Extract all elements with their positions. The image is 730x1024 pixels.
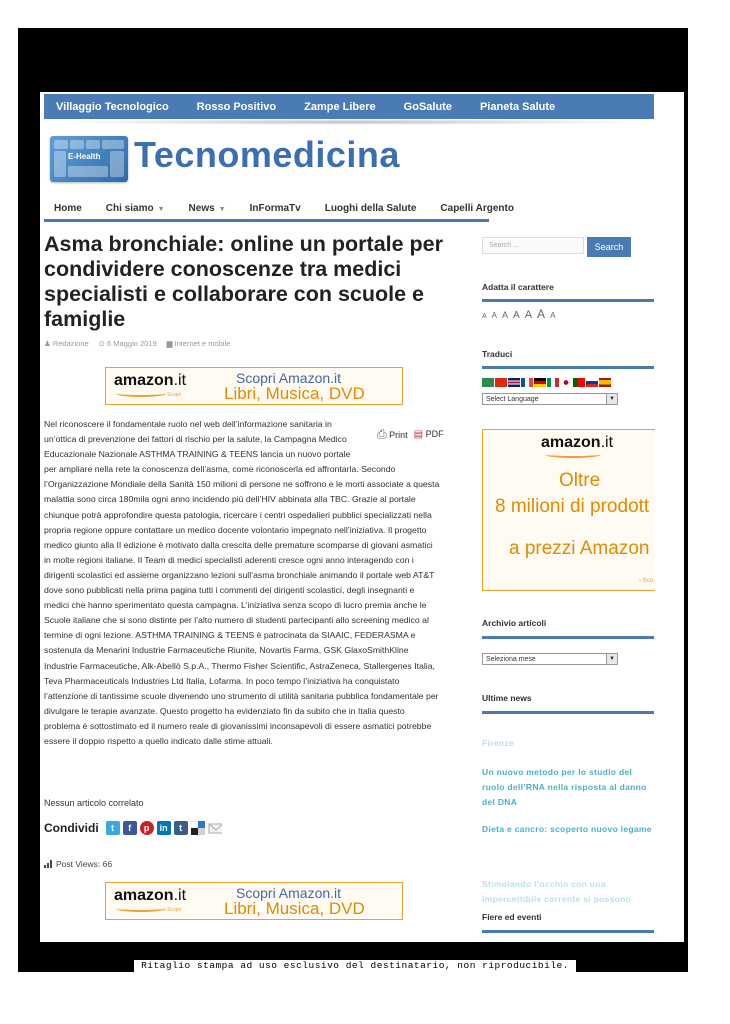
- body-line: Scuole italiane che si sono distinte per l’alto numero di studenti partecipanti allo screening medico al: [44, 615, 429, 626]
- topbar-link-pianeta[interactable]: Pianeta Salute: [479, 100, 556, 113]
- linkedin-icon[interactable]: in: [157, 821, 171, 835]
- topbar-link-villaggio[interactable]: Villaggio Tecnologico: [56, 100, 169, 113]
- widget-underline: [482, 366, 654, 369]
- font-size-option[interactable]: A: [491, 311, 498, 320]
- language-select[interactable]: [482, 393, 618, 405]
- author-meta[interactable]: [44, 339, 89, 348]
- side-ad-line3: a prezzi Amazon: [509, 538, 650, 559]
- facebook-icon[interactable]: f: [123, 821, 137, 835]
- body-line: in molte regioni italiane. Il Team di medici specialisti aderenti cresce ogni anno interagendo con i: [44, 554, 414, 565]
- language-flags: [482, 378, 611, 387]
- nav-item-capelli[interactable]: [440, 203, 514, 214]
- side-ad-line1: Oltre: [559, 470, 601, 491]
- font-size-option[interactable]: A: [502, 310, 509, 320]
- body-line: propria regione oppure contattare un medico docente volontario impegnato nell’iniziativa. Il progetto: [44, 524, 427, 535]
- body-line: medico giunto alla II edizione è motivato dalla crescita delle premature scomparse di giovani asmatici: [44, 539, 433, 550]
- main-nav: [44, 198, 514, 218]
- nav-item-label: Home: [54, 202, 82, 214]
- nav-item-label: InFormaTv: [249, 202, 301, 214]
- post-views: [44, 859, 112, 869]
- nav-item-label: Chi siamo: [105, 202, 154, 214]
- article-date: 6 Maggio 2019: [107, 339, 157, 348]
- flag-arabic-icon[interactable]: [482, 378, 494, 387]
- bar-chart-icon-bar: [44, 865, 46, 868]
- news-item[interactable]: Firenze: [482, 738, 514, 748]
- search-input[interactable]: [482, 237, 584, 254]
- flag-spain-icon[interactable]: [599, 378, 611, 387]
- font-size-selector: [482, 307, 555, 321]
- flag-germany-icon[interactable]: [534, 378, 546, 387]
- amazon-brand: amazon: [541, 434, 601, 451]
- author-name: Redazione: [52, 339, 89, 348]
- font-size-option[interactable]: A: [513, 310, 520, 321]
- amazon-line2: Libri, Musica, DVD: [224, 899, 365, 918]
- font-size-option[interactable]: A: [524, 309, 533, 321]
- chevron-down-icon: ▼: [606, 394, 617, 404]
- bar-chart-icon-bar: [50, 860, 52, 868]
- nav-item-label: Luoghi della Salute: [324, 202, 417, 214]
- widget-underline: [482, 930, 654, 933]
- scan-frame-right: [684, 28, 688, 972]
- nav-item-chi-siamo[interactable]: [106, 203, 165, 214]
- font-size-option[interactable]: A: [537, 307, 546, 321]
- news-item[interactable]: Dieta e cancro: scoperto nuovo legame: [482, 824, 652, 834]
- nav-item-label: Capelli Argento: [440, 202, 514, 214]
- amazon-smile-icon: [116, 390, 166, 397]
- amazon-banner-bottom[interactable]: [105, 882, 403, 920]
- printer-icon: ⎙: [377, 427, 387, 441]
- body-line: problema è sottostimato ed il numero reale di giovanissimi inconsapevoli di essere asmatici potrebbe: [44, 720, 432, 731]
- archive-select-value: Seleziona mese: [486, 655, 536, 663]
- body-line: sostenuta da Menarini Industrie Farmaceutiche Riunite, Novartis Farma, GSK GlaxoSmithKline: [44, 645, 409, 656]
- search-placeholder: Search ...: [489, 242, 519, 249]
- flag-italy-icon[interactable]: [547, 378, 559, 387]
- news-item[interactable]: Stimolando l’occhio con una impercettibile corrente si possono: [482, 879, 632, 903]
- language-select-value: Select Language: [486, 395, 539, 403]
- widget-title-news: Ultime news: [482, 693, 532, 703]
- amazon-line1: Scopri Amazon.it: [236, 885, 342, 901]
- pdf-label: PDF: [425, 429, 444, 439]
- nav-item-informatv[interactable]: [250, 203, 301, 214]
- logo-key: [86, 140, 100, 149]
- nav-item-luoghi[interactable]: [325, 203, 417, 214]
- category-meta[interactable]: [167, 339, 231, 348]
- amazon-line2: Libri, Musica, DVD: [224, 384, 365, 403]
- post-views-text: Post Views: 66: [56, 859, 113, 869]
- font-size-option[interactable]: A: [550, 311, 556, 320]
- delicious-icon-svg: [191, 821, 205, 835]
- amazon-brand-tail: .it: [600, 434, 614, 451]
- nav-item-news[interactable]: [189, 203, 226, 214]
- print-label: Print: [389, 430, 408, 440]
- amazon-smile-icon: [545, 451, 601, 458]
- amazon-brand: amazon: [114, 887, 174, 904]
- email-icon[interactable]: [208, 821, 222, 835]
- side-ad-line2: 8 milioni di prodott: [495, 496, 650, 517]
- amazon-logo: [114, 887, 186, 905]
- logo-key: [54, 140, 68, 149]
- scan-frame-left: [18, 28, 40, 972]
- share-bar: [44, 821, 222, 835]
- body-line: malattia sono circa 180mila ogni anno incidendo più dell’HIV abbinata alla TBC. Grazie al portale: [44, 494, 416, 505]
- amazon-brand: amazon: [114, 372, 174, 389]
- amazon-banner-top[interactable]: [105, 367, 403, 405]
- clock-icon: ⊙: [98, 339, 108, 348]
- flag-portugal-icon[interactable]: [573, 378, 585, 387]
- body-line: termine di ogni lezione. ASTHMA TRAINING & TEENS è patrocinata da SIAAIC, FEDERASMA e: [44, 630, 416, 641]
- archive-select[interactable]: [482, 653, 618, 665]
- envelope-icon-svg: [208, 822, 222, 834]
- nav-item-label: News: [188, 202, 215, 214]
- article-title: Asma bronchiale: online un portale per condividere conoscenze tra medici specialisti e collaborare con scuole e famiglie: [44, 232, 444, 331]
- body-line: Teva Pharmaceuticals Industries Ltd Italia, Lofarma. In poco tempo l’iniziativa ha conquistato: [44, 675, 400, 686]
- twitter-icon[interactable]: t: [106, 821, 120, 835]
- pinterest-icon[interactable]: p: [140, 821, 154, 835]
- logo-key: [110, 151, 124, 177]
- chevron-down-icon: ▼: [218, 205, 226, 213]
- widget-title-font: Adatta il carattere: [482, 282, 554, 292]
- amazon-logo: [541, 434, 613, 452]
- body-line: Industrie Farmaceutiche, Alk-Abellò S.p.A., Thermo Fisher Scientific, AstraZeneca, Stallergenes Italia,: [44, 660, 435, 671]
- nav-underline: [44, 219, 489, 222]
- body-line: chiunque potrà approfondire questa patologia, ricercare i centri ospedalieri pubblici specializzati nella: [44, 509, 432, 520]
- amazon-logo: [114, 372, 186, 390]
- nav-item-home[interactable]: [54, 203, 82, 214]
- topbar-link-zampe[interactable]: Zampe Libere: [304, 100, 376, 113]
- article-body: [44, 417, 468, 749]
- flag-france-icon[interactable]: [521, 378, 533, 387]
- flag-russia-icon[interactable]: [586, 378, 598, 387]
- side-ad-scopri: › Sco: [639, 578, 654, 584]
- widget-title-events: Fiere ed eventi: [482, 912, 542, 922]
- flag-japan-icon[interactable]: [560, 378, 572, 387]
- share-label: Condividi: [44, 821, 99, 835]
- article-category: Internet e mobile: [174, 339, 231, 348]
- body-line: un’ottica di prevenzione dei fattori di rischio per la salute, la Campagna Medico: [44, 434, 347, 445]
- logo-key: [54, 151, 66, 177]
- site-logo-text[interactable]: Tecnomedicina: [134, 134, 400, 175]
- logo-key: [102, 140, 124, 149]
- article-meta: [44, 339, 230, 348]
- amazon-scopri: › Scopri: [164, 907, 182, 913]
- body-line: per ampliare nella rete la conoscenza dell’asma, come riconoscerla ed affrontarla. Secondo: [44, 464, 396, 475]
- body-line: dirigenti scolastici ed assieme organizzano lezioni sull’asma bronchiale animando il portale web AT&T: [44, 569, 435, 580]
- bar-chart-icon: [44, 860, 52, 868]
- widget-underline: [482, 636, 654, 639]
- body-line: medici che hanno sperimentato questa campagna. L’iniziativa senza scopo di lucro premia anche le: [44, 600, 427, 611]
- chevron-down-icon: ▼: [606, 654, 617, 664]
- amazon-brand-tail: .it: [173, 372, 187, 389]
- widget-title-translate: Traduci: [482, 349, 513, 359]
- tumblr-icon[interactable]: t: [174, 821, 188, 835]
- widget-underline: [482, 299, 654, 302]
- body-line: dove sono pubblicati nella prima pagina tutti i commenti dei dirigenti scolastici, degli insegnanti e: [44, 585, 415, 596]
- body-line: divulgare le terapie avanzate. Questo progetto ha evidenziato fin da subito che in Italia questo: [44, 705, 405, 716]
- body-line: essere il doppio rispetto a quello indicato dalle stime attuali.: [44, 735, 273, 746]
- topbar-link-rosso[interactable]: Rosso Positivo: [196, 100, 277, 113]
- body-line: Nel riconoscere il fondamentale ruolo nel web dell’informazione sanitaria in: [44, 419, 332, 429]
- amazon-side-ad[interactable]: [482, 429, 655, 591]
- news-item[interactable]: Un nuovo metodo per lo studio del ruolo dell’RNA nella risposta al danno del DNA: [482, 767, 647, 807]
- widget-underline: [482, 711, 654, 714]
- pdf-icon: ▤: [413, 429, 424, 440]
- widget-title-archive: Archivio articoli: [482, 618, 547, 628]
- font-size-option[interactable]: A: [482, 313, 487, 320]
- folder-icon: ▆: [166, 339, 175, 348]
- amazon-line1: Scopri Amazon.it: [236, 370, 342, 386]
- date-meta: [99, 339, 157, 348]
- scan-frame-top: [18, 28, 688, 92]
- site-logo-icon[interactable]: [50, 136, 128, 182]
- logo-badge: E-Health: [68, 152, 101, 161]
- related-articles: Nessun articolo correlato: [44, 798, 144, 808]
- logo-key: [68, 166, 108, 177]
- amazon-smile-icon: [116, 905, 166, 912]
- footer-disclaimer: Ritaglio stampa ad uso esclusivo del destinatario, non riproducibile.: [134, 960, 576, 972]
- search-button[interactable]: Search: [587, 237, 631, 257]
- chevron-down-icon: ▼: [157, 205, 165, 213]
- delicious-icon[interactable]: [191, 821, 205, 835]
- topbar-link-gosalute[interactable]: GoSalute: [403, 100, 452, 113]
- user-icon: ♟: [44, 339, 53, 348]
- flag-china-icon[interactable]: [495, 378, 507, 387]
- bar-chart-icon-bar: [47, 863, 49, 868]
- amazon-brand-tail: .it: [173, 887, 187, 904]
- flag-uk-icon[interactable]: [508, 378, 520, 387]
- body-line: l’attenzione di tantissime scuole divenendo uno strumento di utilità sanitaria pubblica fondamentale per: [44, 690, 439, 701]
- topbar-shadow: [52, 119, 648, 125]
- amazon-scopri: › Scopri: [164, 392, 182, 398]
- network-topbar: [44, 94, 654, 119]
- body-line: Educazionale Nazionale ASTHMA TRAINING & TEENS lancia un nuovo portale: [44, 449, 351, 460]
- body-line: l’Organizzazione Mondiale della Sanità 150 milioni di persone ne soffrono e le morti associate a questa: [44, 479, 440, 490]
- logo-key: [70, 140, 84, 149]
